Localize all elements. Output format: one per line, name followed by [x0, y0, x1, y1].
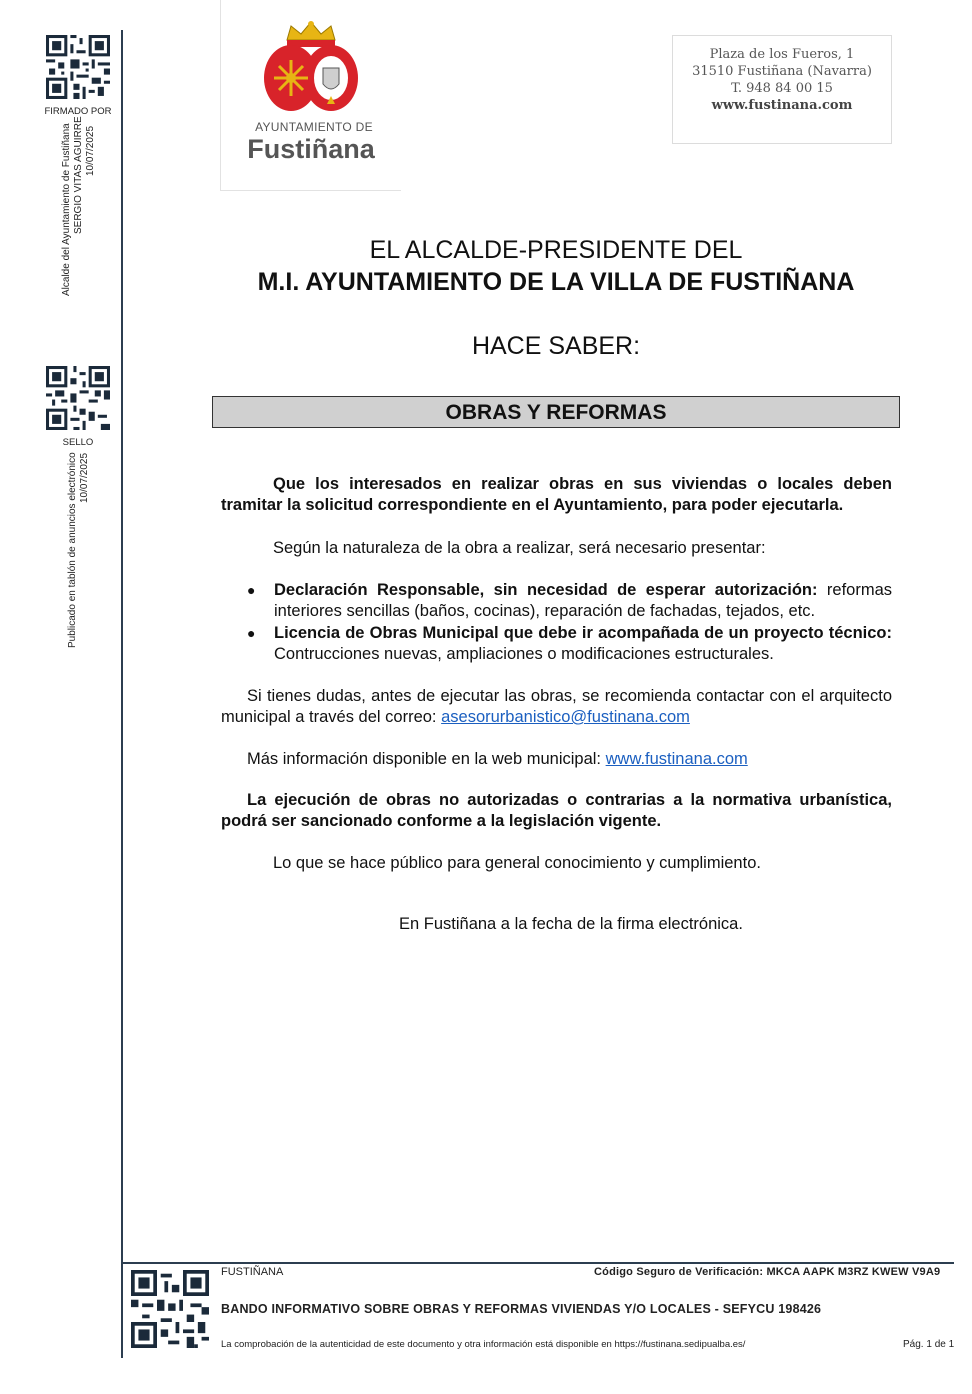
intro-paragraph	[221, 474, 892, 516]
bullet-text: Contrucciones nuevas, ampliaciones o modificaciones estructurales.	[274, 645, 774, 663]
info-paragraph	[221, 749, 892, 770]
list-item	[274, 580, 892, 622]
bullet-bold: Declaración Responsable, sin necesidad de esperar autorización:	[274, 581, 818, 599]
address-web: www.fustinana.com	[711, 98, 853, 113]
publico-text: Lo que se hace público para general conocimiento y cumplimiento.	[273, 854, 761, 872]
coat-of-arms-icon	[261, 20, 361, 116]
info-text: Más información disponible en la web municipal:	[247, 750, 606, 768]
footer-verify: La comprobación de la autenticidad de este documento y otra información está disponible en https://fustinana.sedipualba.es/	[221, 1339, 746, 1350]
list-item	[274, 623, 892, 665]
bullet-dot: ●	[247, 625, 256, 641]
fecha-text: En Fustiñana a la fecha de la firma electrónica.	[399, 915, 743, 933]
seal-label: SELLO	[62, 437, 94, 448]
footer-subject: BANDO INFORMATIVO SOBRE OBRAS Y REFORMAS VIVIENDAS Y/O LOCALES - SEFYCU 198426	[221, 1302, 822, 1316]
bullet-text: reformas interiores sencillas (baños, cocinas), reparación de fachadas, tejados, etc.	[274, 581, 892, 620]
published-date: 10/07/2025	[79, 452, 90, 503]
logo-line2: Fustiñana	[247, 134, 375, 164]
footer-csv: Código Seguro de Verificación: MKCA AAPK M3RZ KWEW V9A9	[594, 1266, 941, 1278]
qr-code-icon	[46, 366, 110, 430]
address-phone: T. 948 84 00 15	[731, 81, 833, 96]
dudas-text: Si tienes dudas, antes de ejecutar las obras, se recomienda contactar con el arquitecto municipal a través del correo:	[221, 687, 892, 726]
segun-text: Según la naturaleza de la obra a realizar, será necesario presentar:	[273, 539, 766, 557]
warning-text: La ejecución de obras no autorizadas o contrarias a la normativa urbanística, podrá ser sancionado conforme a la legislación vigente.	[221, 791, 892, 830]
bullet-dot: ●	[247, 582, 256, 598]
email-link[interactable]: asesorurbanistico@fustinana.com	[441, 708, 690, 726]
section-banner: OBRAS Y REFORMAS	[212, 396, 900, 428]
intro-text: Que los interesados en realizar obras en sus viviendas o locales deben tramitar la solicitud correspondiente en el Ayuntamiento, para poder ejecutarla.	[221, 475, 892, 514]
left-margin-rule	[121, 30, 123, 1358]
signer-role: Alcalde del Ayuntamiento de Fustiñana	[61, 123, 72, 296]
warning-paragraph	[221, 790, 892, 832]
footer-page: Pág. 1 de 1	[903, 1339, 955, 1350]
dudas-paragraph	[221, 686, 892, 728]
signer-name: SERGIO VITAS AGUIRRE	[73, 116, 84, 234]
logo-box	[220, 0, 401, 191]
signed-date: 10/07/2025	[85, 125, 96, 176]
bullet-bold: Licencia de Obras Municipal que debe ir acompañada de un proyecto técnico:	[274, 624, 892, 642]
footer-entity: FUSTIÑANA	[221, 1266, 284, 1278]
segun-paragraph	[221, 538, 892, 559]
fecha-paragraph	[221, 914, 892, 935]
logo-line1: AYUNTAMIENTO DE	[255, 120, 373, 134]
address-line2: 31510 Fustiñana (Navarra)	[692, 64, 872, 79]
title-line1: EL ALCALDE-PRESIDENTE DEL	[369, 236, 743, 264]
address-line1: Plaza de los Fueros, 1	[709, 47, 855, 62]
publico-paragraph	[221, 853, 892, 874]
qr-code-icon	[131, 1270, 209, 1348]
web-link[interactable]: www.fustinana.com	[605, 750, 748, 768]
hace-saber: HACE SABER:	[471, 332, 641, 360]
qr-code-icon	[46, 35, 110, 99]
footer-rule	[122, 1262, 954, 1264]
address-box	[672, 35, 892, 144]
title-line2: M.I. AYUNTAMIENTO DE LA VILLA DE FUSTIÑANA	[257, 268, 855, 296]
signed-by-label: FIRMADO POR	[44, 106, 112, 117]
published-text: Publicado en tablón de anuncios electrónico	[67, 452, 78, 648]
